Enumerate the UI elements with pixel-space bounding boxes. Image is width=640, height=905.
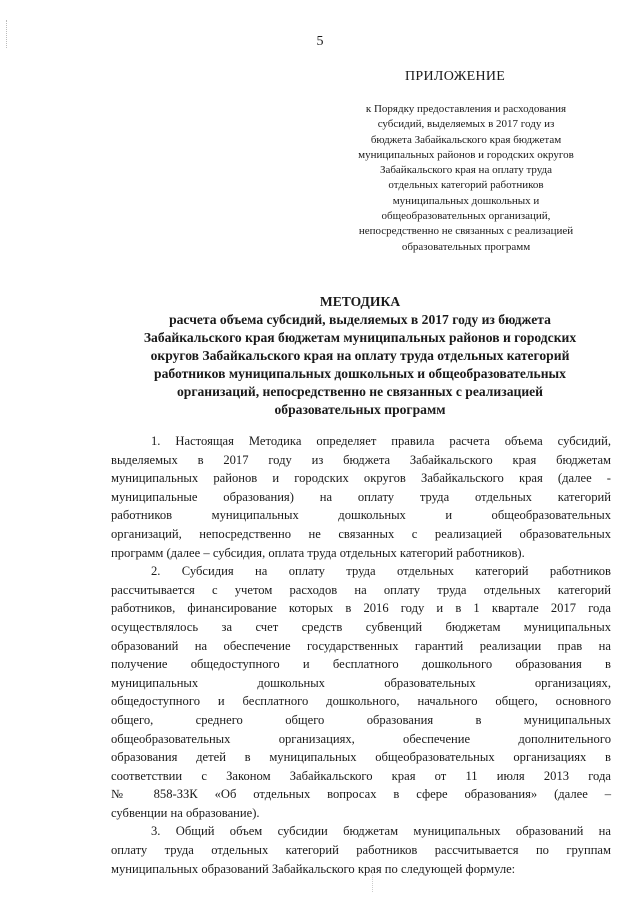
text-line: организаций, непосредственно не связанных с реализацией образовательных bbox=[111, 526, 611, 541]
appendix-subtitle-line: общеобразовательных организаций, bbox=[381, 210, 551, 223]
appendix-subtitle-line: муниципальных районов и городских округов bbox=[358, 148, 574, 161]
paragraph-1 bbox=[111, 432, 611, 562]
text-line: оплату труда отдельных категорий работников рассчитывается по группам bbox=[111, 843, 611, 858]
appendix-subtitle-line: субсидий, выделяемых в 2017 году из bbox=[377, 118, 555, 131]
method-subtitle-line: расчета объема субсидий, выделяемых в 2017 году из бюджета bbox=[169, 312, 551, 327]
text-line: образований на обеспечение государственных гарантий реализации прав на bbox=[111, 638, 611, 653]
text-line: № 858-ЗЗК «Об отдельных вопросах в сфере образования» (далее – bbox=[111, 787, 611, 802]
page-number: 5 bbox=[316, 34, 324, 49]
paragraph-2 bbox=[111, 562, 611, 822]
text-line: общеобразовательных организациях, обеспечение дополнительного bbox=[111, 731, 611, 746]
text-line: муниципальных дошкольных образовательных организациях, bbox=[111, 675, 611, 690]
text-line: общего, среднего общего образования в муниципальных bbox=[111, 712, 611, 727]
text-line: соответствии с Законом Забайкальского края от 11 июля 2013 года bbox=[111, 768, 611, 783]
appendix-subtitle-line: Забайкальского края на оплату труда bbox=[379, 164, 553, 177]
method-subtitle-line: работников муниципальных дошкольных и общеобразовательных bbox=[154, 366, 566, 381]
text-line: субвенции на образование). bbox=[111, 805, 260, 820]
method-heading bbox=[110, 293, 610, 419]
text-line: муниципальные образования) на оплату труда отдельных категорий bbox=[111, 489, 611, 504]
text-line: выделяемых в 2017 году из бюджета Забайкальского края бюджетам bbox=[111, 452, 611, 467]
appendix-subtitle bbox=[330, 102, 602, 255]
text-line: 2. Субсидия на оплату труда отдельных категорий работников bbox=[151, 564, 611, 579]
text-line: осуществлялось за счет средств субвенций бюджетам муниципальных bbox=[111, 619, 611, 634]
text-line: работников муниципальных дошкольных и общеобразовательных bbox=[111, 508, 611, 523]
method-subtitle-line: округов Забайкальского края на оплату труда отдельных категорий bbox=[150, 348, 570, 363]
method-subtitle-line: Забайкальского края бюджетам муниципальных районов и городских bbox=[143, 330, 577, 345]
appendix-title: ПРИЛОЖЕНИЕ bbox=[405, 69, 506, 84]
text-line: 1. Настоящая Методика определяет правила расчета объема субсидий, bbox=[151, 434, 611, 448]
text-line: рассчитывается с учетом расходов на оплату труда отдельных категорий bbox=[111, 582, 611, 597]
text-line: муниципальных районов и городских округов Забайкальского края (далее - bbox=[111, 471, 611, 486]
appendix-subtitle-line: муниципальных дошкольных и bbox=[392, 194, 540, 207]
text-line: получение общедоступного и бесплатного дошкольного образования в bbox=[111, 657, 611, 672]
appendix-subtitle-line: непосредственно не связанных с реализацией bbox=[358, 225, 574, 238]
text-line: 3. Общий объем субсидии бюджетам муниципальных образований на bbox=[151, 824, 611, 839]
document-body bbox=[111, 432, 611, 878]
appendix-subtitle-line: отдельных категорий работников bbox=[388, 179, 544, 192]
appendix-subtitle-line: к Порядку предоставления и расходования bbox=[365, 103, 567, 115]
text-line: работников, финансирование которых в 2016 году и в 1 квартале 2017 года bbox=[111, 601, 611, 616]
text-line: муниципальных образований Забайкальского края по следующей формуле: bbox=[111, 861, 516, 876]
method-subtitle-line: организаций, непосредственно не связанных с реализацией bbox=[176, 384, 544, 399]
appendix-subtitle-line: образовательных программ bbox=[401, 240, 531, 253]
method-title: МЕТОДИКА bbox=[319, 294, 401, 309]
text-line: общедоступного и бесплатного дошкольного, начального общего, основного bbox=[111, 694, 611, 709]
appendix-subtitle-line: бюджета Забайкальского края бюджетам bbox=[370, 133, 562, 146]
text-line: образования детей в муниципальных общеобразовательных организациях в bbox=[111, 750, 611, 765]
text-line: программ (далее – субсидия, оплата труда отдельных категорий работников). bbox=[111, 545, 525, 560]
method-subtitle-line: образовательных программ bbox=[274, 402, 446, 417]
margin-mark bbox=[372, 872, 375, 892]
paragraph-3 bbox=[111, 822, 611, 878]
